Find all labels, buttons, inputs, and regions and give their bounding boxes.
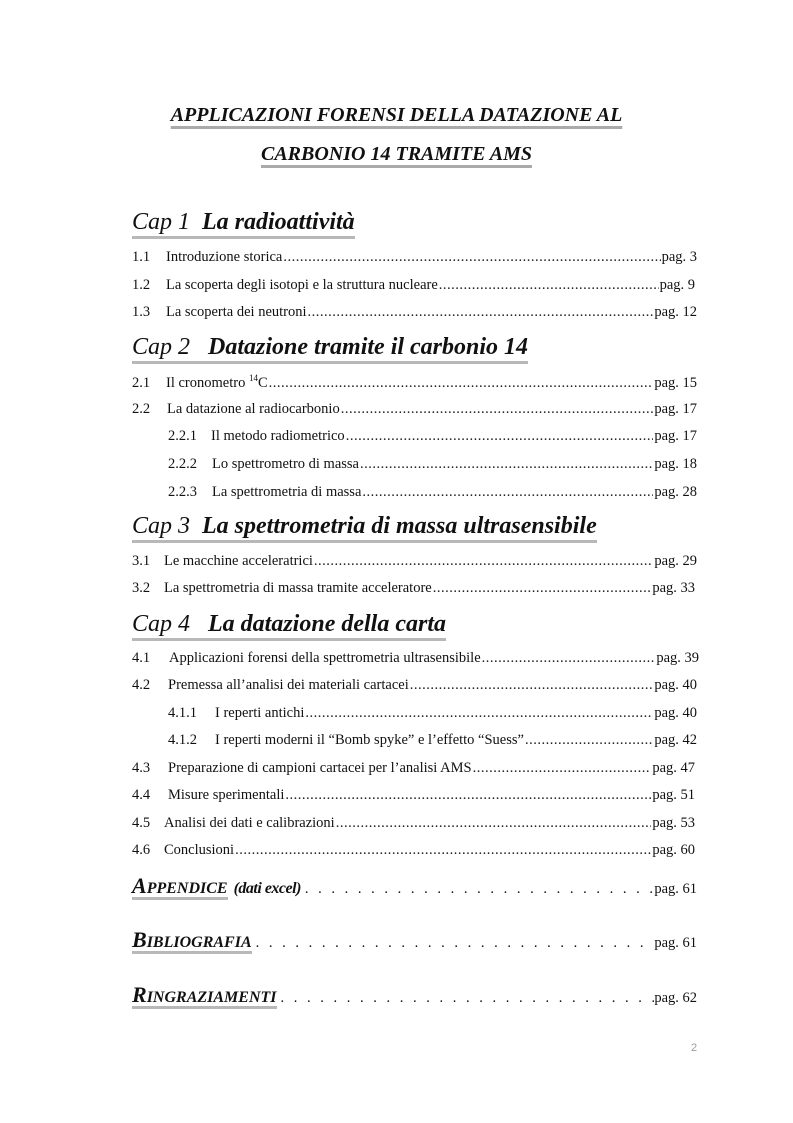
toc-acknowledgements[interactable]: RINGRAZIAMENTI . . . pag. 62 [132,984,697,1009]
chapter-4-heading: Cap 4 La datazione della carta [132,612,446,636]
acknowledgements-heading: RINGRAZIAMENTI [132,982,277,1007]
toc-entry[interactable]: 4.4 Misure sperimentali ..... pag. 51 [132,787,695,807]
bibliography-heading: BIBLIOGRAFIA [132,927,252,952]
toc-entry[interactable]: 2.2 La datazione al radiocarbonio ..... pag. 17 [132,401,697,421]
chapter-3-heading: Cap 3 La spettrometria di massa ultrasensibile [132,514,597,538]
toc-entry[interactable]: 4.3 Preparazione di campioni cartacei per l’analisi AMS ..... pag. 47 [132,760,695,780]
chapter-2-heading: Cap 2 Datazione tramite il carbonio 14 [132,335,528,359]
document-title-line-2: CARBONIO 14 TRAMITE AMS [261,143,532,165]
toc-entry[interactable]: 1.1 Introduzione storica ..... pag. 3 [132,249,697,269]
toc-entry[interactable]: 4.6 Conclusioni ..... pag. 60 [132,842,695,862]
toc-entry[interactable]: 2.1 Il cronometro $^{14}$C ..... pag. 15 [132,373,697,393]
toc-entry[interactable]: 1.3 La scoperta dei neutroni ..... pag. 12 [132,304,697,324]
toc-entry[interactable]: 4.5 Analisi dei dati e calibrazioni ..... pag. 53 [132,815,695,835]
chapter-1-heading: Cap 1 La radioattività [132,210,355,234]
appendix-heading: APPENDICE [132,873,228,898]
toc-entry[interactable]: 2.2.3 La spettrometria di massa ..... pag. 28 [168,484,697,504]
toc-entry[interactable]: 2.2.1 Il metodo radiometrico ..... pag. 17 [168,428,697,448]
toc-entry[interactable]: 4.2 Premessa all’analisi dei materiali cartacei ..... pag. 40 [132,677,697,697]
document-title-line-1: APPLICAZIONI FORENSI DELLA DATAZIONE AL [170,104,623,126]
toc-entry[interactable]: 4.1.2 I reperti moderni il “Bomb spyke” e l’effetto “Suess” ..... pag. 42 [168,732,697,752]
toc-appendix[interactable]: APPENDICE (dati excel) . . . pag. 61 [132,875,697,900]
toc-entry[interactable]: 1.2 La scoperta degli isotopi e la struttura nucleare ..... pag. 9 [132,277,695,297]
page-number: 2 [691,1042,698,1054]
toc-entry[interactable]: 2.2.2 Lo spettrometro di massa ..... pag. 18 [168,456,697,476]
toc-bibliography[interactable]: BIBLIOGRAFIA . . . pag. 61 [132,929,697,954]
toc-entry[interactable]: 3.2 La spettrometria di massa tramite acceleratore ..... pag. 33 [132,580,695,600]
toc-entry[interactable]: 3.1 Le macchine acceleratrici ..... pag. 29 [132,553,697,573]
toc-entry[interactable]: 4.1.1 I reperti antichi ..... pag. 40 [168,705,697,725]
toc-entry[interactable]: 4.1 Applicazioni forensi della spettrometria ultrasensibile ..... pag. 39 [132,650,699,670]
